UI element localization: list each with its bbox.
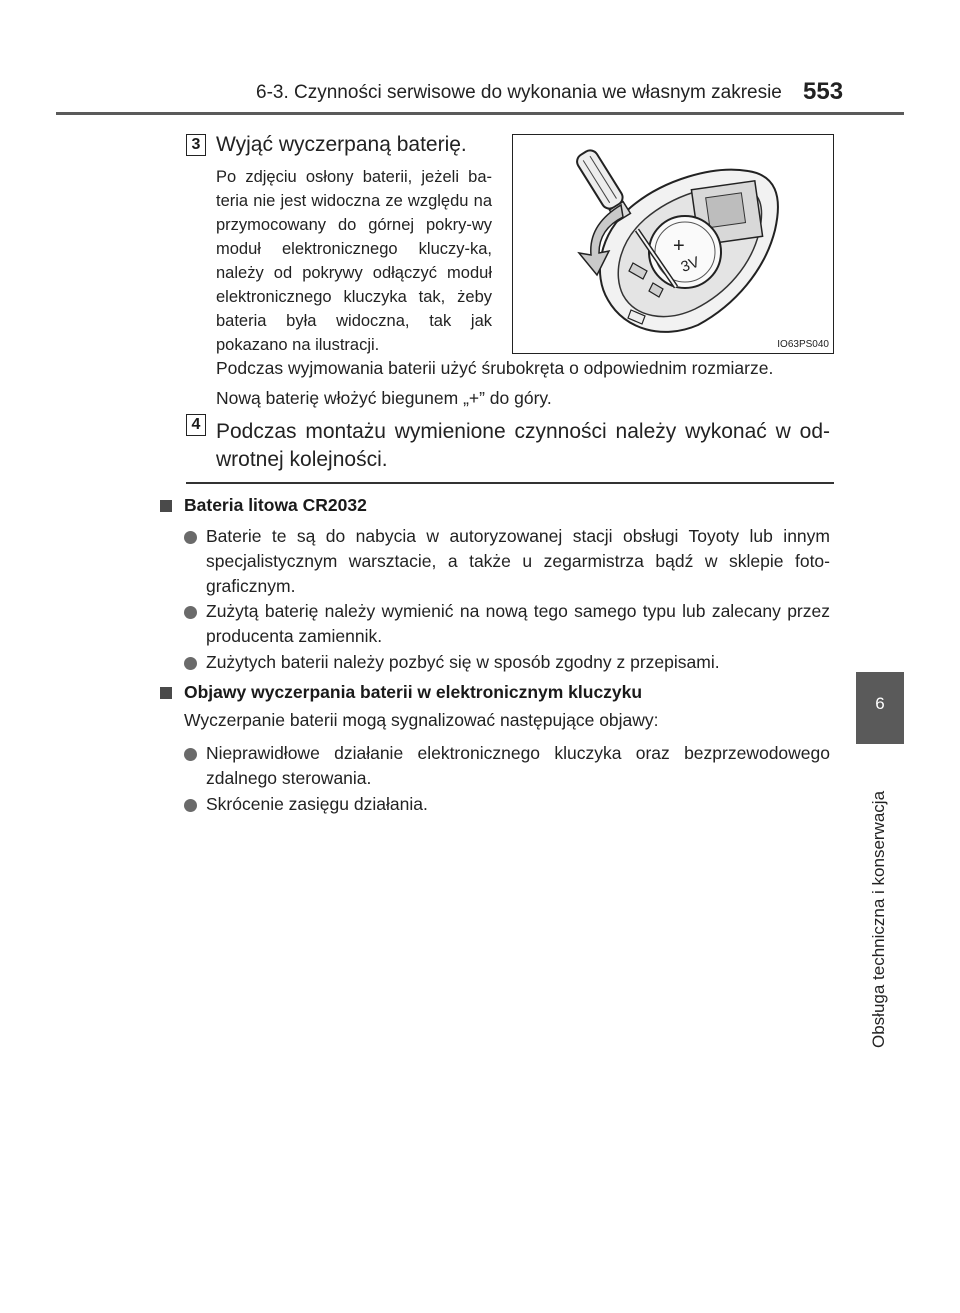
step-3-heading: Wyjąć wyczerpaną baterię.	[216, 133, 467, 156]
header-title: 6-3. Czynności serwisowe do wykonania we własnym zakresie	[256, 82, 782, 103]
section-1-bullet-3: Zużytych baterii należy pozbyć się w sposób zgodny z przepisami.	[206, 652, 720, 672]
step-3-line-2: Nową baterię włożyć biegunem „+” do góry.	[216, 388, 552, 408]
section-2-heading: Objawy wyczerpania baterii w elektronicznym kluczyku	[184, 682, 643, 702]
section-1-bullet-3-dot	[184, 657, 197, 670]
chapter-tab	[856, 672, 904, 744]
section-2-square-bullet	[160, 687, 172, 699]
section-2-bullet-1-dot	[184, 748, 197, 761]
figure-code: IO63PS040	[777, 339, 829, 350]
section-2-bullet-1: Nieprawidłowe działanie elektronicznego kluczyka oraz bezprzewodowego zdalnego sterowania.	[206, 743, 830, 788]
battery-voltage-label: 3V	[678, 253, 702, 276]
step-3-number: 3	[186, 134, 206, 156]
section-2-bullet-2-dot	[184, 799, 197, 812]
step-3-note: Po zdjęciu osłony baterii, jeżeli ba-teria nie jest widoczna ze względu na przymocowany do górnej pokry-wy moduł elektronicznego kluczy-ka, należy od pokrywy odłączyć moduł elektronicznego kluczyka tak, żeby bateria była widoczna, tak jak pokazano na ilustracji.	[216, 168, 492, 354]
key-fob-drawing	[513, 135, 833, 353]
step-3-line-1: Podczas wyjmowania baterii użyć śrubokręta o odpowiednim rozmiarze.	[216, 358, 774, 378]
chapter-title: Obsługa techniczna i konserwacja	[869, 790, 888, 1048]
step-4-text: Podczas montażu wymienione czynności należy wykonać w od-wrotnej kolejności.	[216, 420, 830, 471]
step-4-number: 4	[186, 414, 206, 436]
section-1-bullet-2-dot	[184, 606, 197, 619]
section-1-bullet-2: Zużytą baterię należy wymienić na nową tego samego typu lub zalecany przez producenta zamiennik.	[206, 601, 830, 646]
page-number: 553	[803, 78, 844, 105]
chapter-number: 6	[875, 694, 885, 713]
header-rule	[56, 112, 904, 115]
section-1-heading: Bateria litowa CR2032	[184, 495, 367, 515]
section-1-bullet-1: Baterie te są do nabycia w autoryzowanej stacji obsługi Toyoty lub innym specjalistycznym warsztacie, a także u zegarmistrza bądź w sklepie foto-graficznym.	[206, 526, 830, 596]
battery-plus-label: +	[673, 235, 685, 257]
section-2-bullet-2: Skrócenie zasięgu działania.	[206, 794, 428, 814]
section-1-bullet-1-dot	[184, 531, 197, 544]
section-1-square-bullet	[160, 500, 172, 512]
section-2-intro: Wyczerpanie baterii mogą sygnalizować następujące objawy:	[184, 710, 659, 730]
key-battery-illustration	[512, 134, 834, 354]
section-divider	[186, 482, 834, 484]
